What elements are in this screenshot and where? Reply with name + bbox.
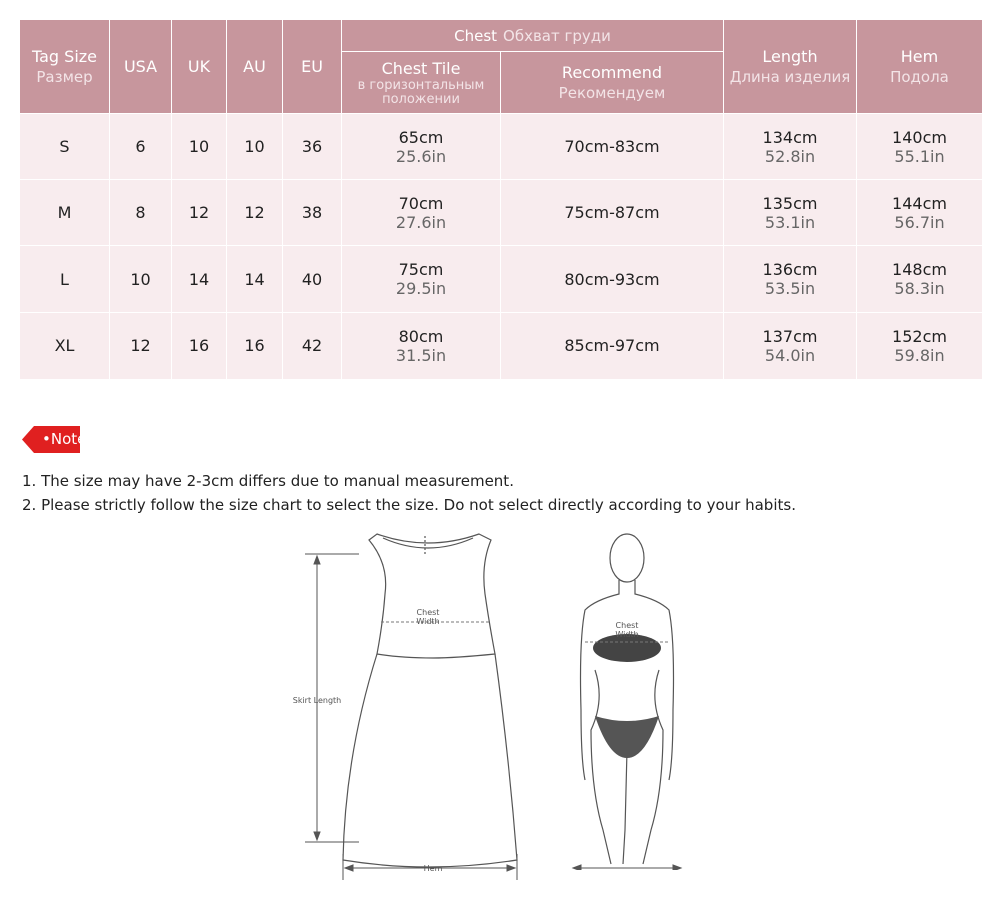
cell-uk: 16 — [172, 312, 227, 379]
cell-uk: 12 — [172, 180, 227, 246]
note-line-2: 2. Please strictly follow the size chart to select the size. Do not select directly according to your habits. — [22, 496, 796, 514]
header-eu: EU — [283, 20, 342, 114]
header-chest-tile: Chest Tile в горизонтальным положении — [342, 52, 501, 114]
cell-eu: 36 — [283, 114, 342, 180]
body-measurement-diagram — [565, 530, 705, 870]
cell-usa: 12 — [110, 312, 172, 379]
header-usa: USA — [110, 20, 172, 114]
header-hem: Hem Подола — [857, 20, 983, 114]
header-uk: UK — [172, 20, 227, 114]
cell-au: 16 — [227, 312, 283, 379]
cell-length: 137cm 54.0in — [724, 312, 857, 379]
size-chart-table — [19, 19, 983, 380]
cell-chest-tile: 75cm 29.5in — [342, 246, 501, 312]
cell-chest-tile: 70cm 27.6in — [342, 180, 501, 246]
cell-hem: 140cm 55.1in — [857, 114, 983, 180]
dress-measurement-diagram — [285, 526, 535, 886]
body-outline — [581, 534, 674, 864]
cell-eu: 38 — [283, 180, 342, 246]
cell-size: XL — [20, 312, 110, 379]
note-tag — [22, 426, 87, 453]
dress-chest-label-1: Chest — [416, 608, 440, 617]
body-hip-arrow — [573, 865, 681, 870]
cell-eu: 40 — [283, 246, 342, 312]
dress-chest-label-2: Width — [416, 617, 440, 626]
table-row — [20, 114, 983, 180]
cell-recommend: 75cm-87cm — [501, 180, 724, 246]
body-chest-label-2: Width — [615, 630, 639, 639]
header-chest: Chest Обхват груди — [342, 20, 724, 52]
cell-recommend: 70cm-83cm — [501, 114, 724, 180]
header-tag-size: Tag Size Размер — [20, 20, 110, 114]
cell-hem: 152cm 59.8in — [857, 312, 983, 379]
cell-eu: 42 — [283, 312, 342, 379]
dress-hem-label: Hem — [423, 864, 443, 873]
header-au: AU — [227, 20, 283, 114]
note-line-1: 1. The size may have 2-3cm differs due to manual measurement. — [22, 472, 514, 490]
dress-outline — [343, 534, 517, 867]
cell-recommend: 85cm-97cm — [501, 312, 724, 379]
cell-chest-tile: 65cm 25.6in — [342, 114, 501, 180]
cell-chest-tile: 80cm 31.5in — [342, 312, 501, 379]
cell-hem: 148cm 58.3in — [857, 246, 983, 312]
body-brief-shape — [595, 716, 659, 758]
cell-uk: 10 — [172, 114, 227, 180]
cell-length: 135cm 53.1in — [724, 180, 857, 246]
cell-hem: 144cm 56.7in — [857, 180, 983, 246]
header-length: Length Длина изделия — [724, 20, 857, 114]
body-chest-label-1: Chest — [615, 621, 639, 630]
cell-uk: 14 — [172, 246, 227, 312]
table-row — [20, 180, 983, 246]
cell-usa: 6 — [110, 114, 172, 180]
cell-size: M — [20, 180, 110, 246]
cell-length: 134cm 52.8in — [724, 114, 857, 180]
table-row — [20, 246, 983, 312]
dress-length-label: Skirt Length — [292, 696, 342, 705]
cell-size: S — [20, 114, 110, 180]
table-row — [20, 312, 983, 379]
cell-au: 10 — [227, 114, 283, 180]
note-label: •Note — [42, 430, 87, 448]
cell-size: L — [20, 246, 110, 312]
cell-au: 12 — [227, 180, 283, 246]
cell-recommend: 80cm-93cm — [501, 246, 724, 312]
cell-usa: 10 — [110, 246, 172, 312]
cell-length: 136cm 53.5in — [724, 246, 857, 312]
header-recommend: Recommend Рекомендуем — [501, 52, 724, 114]
cell-usa: 8 — [110, 180, 172, 246]
cell-au: 14 — [227, 246, 283, 312]
